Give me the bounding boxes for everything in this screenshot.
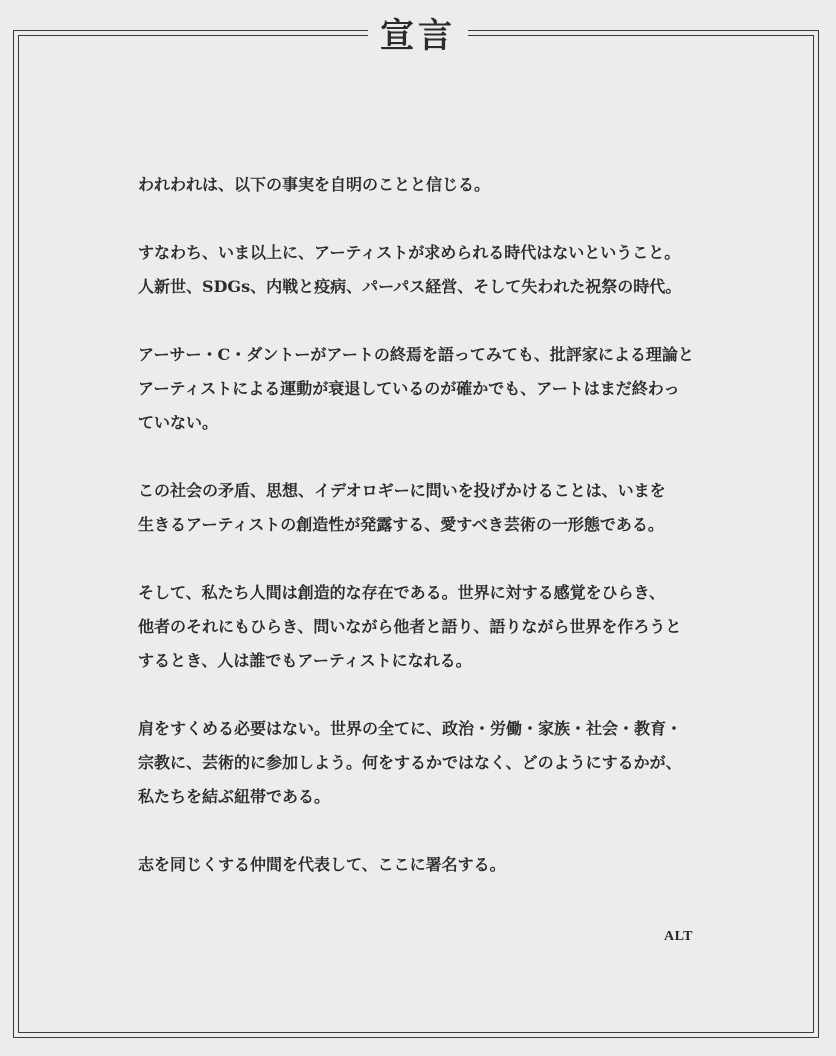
paragraph-line: この社会の矛盾、思想、イデオロギーに問いを投げかけることは、いまを [138,481,666,500]
paragraph-line: すなわち、いま以上に、アーティストが求められる時代はないということ。 [138,243,681,262]
paragraph-line: 私たちを結ぶ紐帯である。 [138,787,331,806]
paragraph-line: アーティストによる運動が衰退しているのが確かでも、アートはまだ終わっ [138,379,680,398]
paragraph-line: 他者のそれにもひらき、問いながら他者と語り、語りながら世界を作ろうと [138,617,682,636]
paragraph [138,712,718,814]
paragraph-line: われわれは、以下の事実を自明のことと信じる。 [138,175,491,194]
paragraph-line: するとき、人は誰でもアーティストになれる。 [138,651,472,670]
signature: ALT [663,929,693,944]
paragraph-line: 人新世、SDGs、内戦と疫病、パーパス経営、そして失われた祝祭の時代。 [138,277,682,296]
paragraph [138,848,718,882]
declaration-body [138,168,718,916]
paragraph-line: 宗教に、芸術的に参加しよう。何をするかではなく、どのようにするかが、 [138,753,682,772]
title-container [368,8,468,56]
paragraph-line: 志を同じくする仲間を代表して、ここに署名する。 [138,855,506,874]
paragraph-line: アーサー・C・ダントーがアートの終焉を語ってみても、批評家による理論と [138,345,694,364]
paragraph-line: 生きるアーティストの創造性が発露する、愛すべき芸術の一形態である。 [138,515,664,534]
document-title: 宣言 [380,15,456,56]
paragraph [138,236,718,304]
paragraph-line: ていない。 [138,413,219,432]
paragraph-line: 肩をすくめる必要はない。世界の全てに、政治・労働・家族・社会・教育・ [138,719,683,738]
paragraph [138,168,718,202]
paragraph [138,338,718,440]
paragraph-line: そして、私たち人間は創造的な存在である。世界に対する感覚をひらき、 [138,583,666,602]
paragraph [138,474,718,542]
paragraph [138,576,718,678]
